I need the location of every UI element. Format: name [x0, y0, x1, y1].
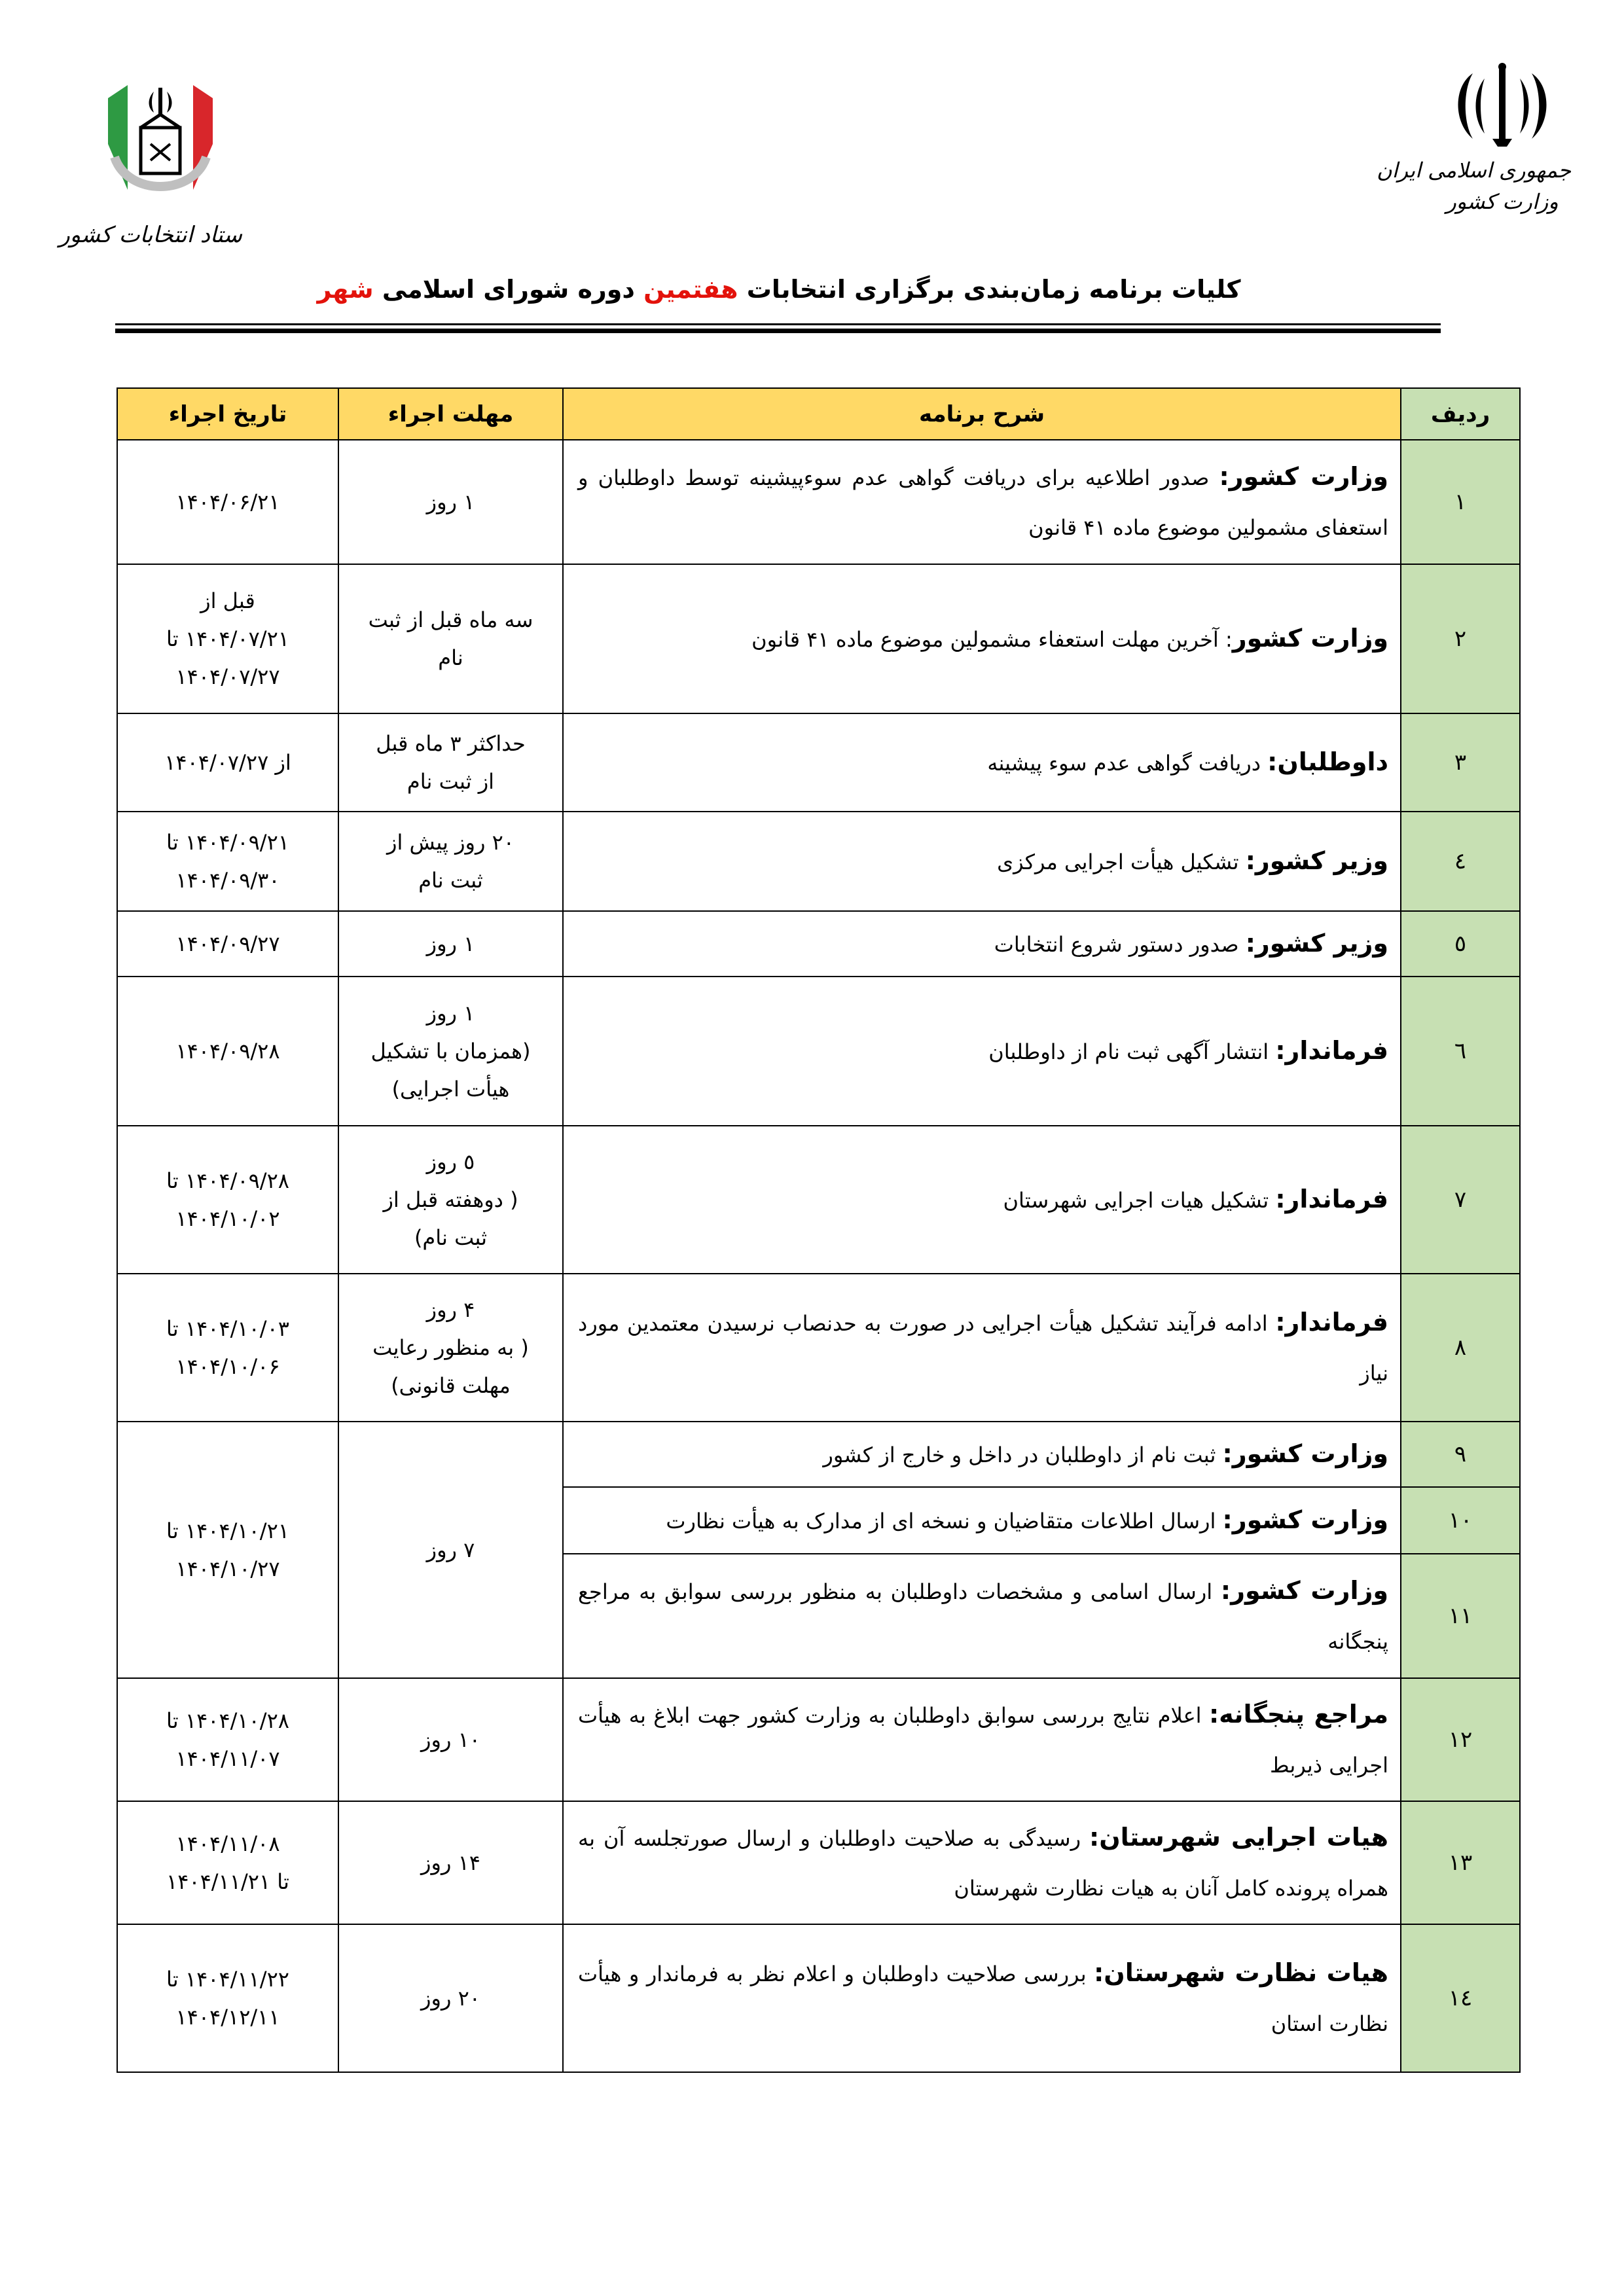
row-actor: وزارت کشور: — [1219, 462, 1389, 491]
emblem-text-line2: وزارت کشور — [1446, 189, 1559, 214]
row-description — [563, 1422, 1401, 1487]
row-date: ۱۴۰۴/۱۰/۰۳ تا ۱۴۰۴/۱۰/۰۶ — [117, 1274, 338, 1422]
row-actor: وزارت کشور: — [1222, 1505, 1388, 1534]
header-row-number: ردیف — [1401, 388, 1520, 440]
header-description: شرح برنامه — [563, 388, 1401, 440]
iran-emblem-icon — [1447, 60, 1558, 152]
title-red-seventh: هفتمین — [643, 275, 738, 304]
row-term: ۷ روز — [338, 1422, 563, 1678]
row-date: ۱۴۰۴/۰۹/۲۱ تا ۱۴۰۴/۰۹/۳۰ — [117, 812, 338, 911]
row-term: ۴ روز ( به منظور رعایت مهلت قانونی) — [338, 1274, 563, 1422]
row-date: ۱۴۰۴/۱۱/۲۲ تا ۱۴۰۴/۱۲/۱۱ — [117, 1924, 338, 2072]
row-text: انتشار آگهی ثبت نام از داوطلبان — [988, 1039, 1276, 1064]
row-actor: مراجع پنجگانه: — [1208, 1700, 1388, 1729]
row-term: حداکثر ۳ ماه قبل از ثبت نام — [338, 713, 563, 812]
table-row — [117, 564, 1520, 713]
row-description — [563, 1487, 1401, 1554]
row-term: ۱۴ روز — [338, 1801, 563, 1924]
row-actor: وزارت کشور: — [1222, 1439, 1388, 1468]
row-description — [563, 977, 1401, 1126]
row-number: ۱٤ — [1401, 1924, 1520, 2072]
row-term: ٥ روز ( دوهفته قبل از ثبت نام) — [338, 1126, 563, 1274]
row-term: ۱۰ روز — [338, 1678, 563, 1801]
row-actor: هیات اجرایی شهرستان: — [1089, 1823, 1389, 1852]
row-description — [563, 1274, 1401, 1422]
row-description — [563, 1924, 1401, 2072]
row-actor: فرماندار: — [1275, 1036, 1388, 1065]
header-date: تاریخ اجراء — [117, 388, 338, 440]
row-date: قبل از ۱۴۰۴/۰۷/۲۱ تا ۱۴۰۴/۰۷/۲۷ — [117, 564, 338, 713]
schedule-table — [117, 387, 1521, 2073]
title-rule-thin — [115, 323, 1441, 325]
row-text: ارسال اطلاعات متقاضیان و نسخه ای از مدارک به هیأت نظارت — [666, 1509, 1223, 1534]
row-date: ۱۴۰۴/۱۱/۰۸ تا ۱۴۰۴/۱۱/۲۱ — [117, 1801, 338, 1924]
row-text: دریافت گواهی عدم سوء پیشینه — [987, 751, 1268, 776]
row-text: تشکیل هیات اجرایی شهرستان — [1003, 1188, 1276, 1213]
table-row — [117, 1422, 1520, 1487]
row-date: ۱۴۰۴/۰۹/۲۸ تا ۱۴۰۴/۱۰/۰۲ — [117, 1126, 338, 1274]
row-actor: وزیر کشور: — [1245, 929, 1388, 958]
row-actor: وزارت کشور: — [1220, 1576, 1389, 1605]
page-title — [118, 270, 1440, 309]
row-actor: وزیر کشور: — [1245, 846, 1388, 875]
row-text: رسیدگی به صلاحیت داوطلبان و ارسال صورتجلسه آن به همراه پرونده کامل آنان به هیات نظارت شهرستان — [578, 1826, 1388, 1901]
row-description — [563, 1554, 1401, 1678]
row-term: ۲۰ روز — [338, 1924, 563, 2072]
row-date: ۱۴۰۴/۱۰/۲۱ تا ۱۴۰۴/۱۰/۲۷ — [117, 1422, 338, 1678]
row-description — [563, 713, 1401, 812]
row-description — [563, 440, 1401, 564]
title-red-city: شهر — [317, 275, 374, 304]
row-date: از ۱۴۰۴/۰۷/۲۷ — [117, 713, 338, 812]
row-text: : آخرین مهلت استعفاء مشمولین موضوع ماده ۴۱ قانون — [751, 627, 1233, 652]
row-description — [563, 1801, 1401, 1924]
title-part2: دوره شورای اسلامی — [373, 275, 644, 304]
row-date: ۱۴۰۴/۰۹/۲۸ — [117, 977, 338, 1126]
row-text: بررسی صلاحیت داوطلبان و اعلام نظر به فرماندار و هیأت نظارت استان — [578, 1962, 1388, 2036]
row-description — [563, 911, 1401, 977]
table-row — [117, 977, 1520, 1126]
title-part1: کلیات برنامه زمان‌بندی برگزاری انتخابات — [738, 275, 1241, 304]
row-text: تشکیل هیأت اجرایی مرکزی — [997, 850, 1246, 874]
row-term: ۱ روز — [338, 911, 563, 977]
table-row — [117, 1126, 1520, 1274]
row-actor: فرماندار: — [1275, 1308, 1388, 1336]
title-rule-thick — [115, 329, 1441, 333]
row-term: ۱ روز — [338, 440, 563, 564]
row-text: ادامه فرآیند تشکیل هیأت اجرایی در صورت به حدنصاب نرسیدن معتمدین مورد نیاز — [578, 1311, 1388, 1386]
row-number: ٦ — [1401, 977, 1520, 1126]
table-header-row — [117, 388, 1520, 440]
row-term: ۱ روز (همزمان با تشکیل هیأت اجرایی) — [338, 977, 563, 1126]
header-term: مهلت اجراء — [338, 388, 563, 440]
table-row — [117, 1924, 1520, 2072]
row-text: ارسال اسامی و مشخصات داوطلبان به منظور بررسی سوابق به مراجع پنجگانه — [578, 1579, 1388, 1654]
ballot-box-logo-icon — [88, 65, 232, 216]
row-number: ۷ — [1401, 1126, 1520, 1274]
election-hq-logo — [59, 65, 242, 268]
row-description — [563, 1126, 1401, 1274]
row-description — [563, 1678, 1401, 1801]
row-number: ۹ — [1401, 1422, 1520, 1487]
row-date: ۱۴۰۴/۰۶/۲۱ — [117, 440, 338, 564]
row-term: ۲۰ روز پیش از ثبت نام — [338, 812, 563, 911]
table-row — [117, 1678, 1520, 1801]
row-number: ۱۰ — [1401, 1487, 1520, 1554]
table-row — [117, 1801, 1520, 1924]
ministry-emblem — [1377, 60, 1571, 224]
row-number: ۱۲ — [1401, 1678, 1520, 1801]
row-number: ٥ — [1401, 911, 1520, 977]
row-number: ۱۱ — [1401, 1554, 1520, 1678]
emblem-text-line1: جمهوری اسلامی ایران — [1377, 158, 1571, 183]
row-actor: فرماندار: — [1275, 1185, 1388, 1213]
row-description — [563, 564, 1401, 713]
row-actor: وزارت کشور — [1232, 624, 1388, 653]
row-term: سه ماه قبل از ثبت نام — [338, 564, 563, 713]
hq-label: ستاد انتخابات کشور — [59, 222, 242, 248]
row-text: ثبت نام از داوطلبان در داخل و خارج از کشور — [823, 1443, 1223, 1467]
row-date: ۱۴۰۴/۰۹/۲۷ — [117, 911, 338, 977]
row-number: ۳ — [1401, 713, 1520, 812]
row-number: ٤ — [1401, 812, 1520, 911]
row-text: صدور دستور شروع انتخابات — [994, 932, 1246, 957]
row-number: ۸ — [1401, 1274, 1520, 1422]
row-text: صدور اطلاعیه برای دریافت گواهی عدم سوءپیشینه توسط داوطلبان و استعفای مشمولین موضوع ماده ۴۱ قانون — [578, 465, 1388, 540]
row-number: ۱ — [1401, 440, 1520, 564]
row-description — [563, 812, 1401, 911]
row-number: ۲ — [1401, 564, 1520, 713]
table-row — [117, 911, 1520, 977]
row-date: ۱۴۰۴/۱۰/۲۸ تا ۱۴۰۴/۱۱/۰۷ — [117, 1678, 338, 1801]
row-actor: داوطلبان: — [1267, 747, 1388, 776]
table-row — [117, 440, 1520, 564]
table-row — [117, 1274, 1520, 1422]
table-row — [117, 713, 1520, 812]
row-actor: هیات نظارت شهرستان: — [1094, 1958, 1388, 1987]
row-text: اعلام نتایج بررسی سوابق داوطلبان به وزارت کشور جهت ابلاغ به هیأت اجرایی ذیربط — [578, 1703, 1388, 1778]
table-row — [117, 812, 1520, 911]
row-number: ۱۳ — [1401, 1801, 1520, 1924]
